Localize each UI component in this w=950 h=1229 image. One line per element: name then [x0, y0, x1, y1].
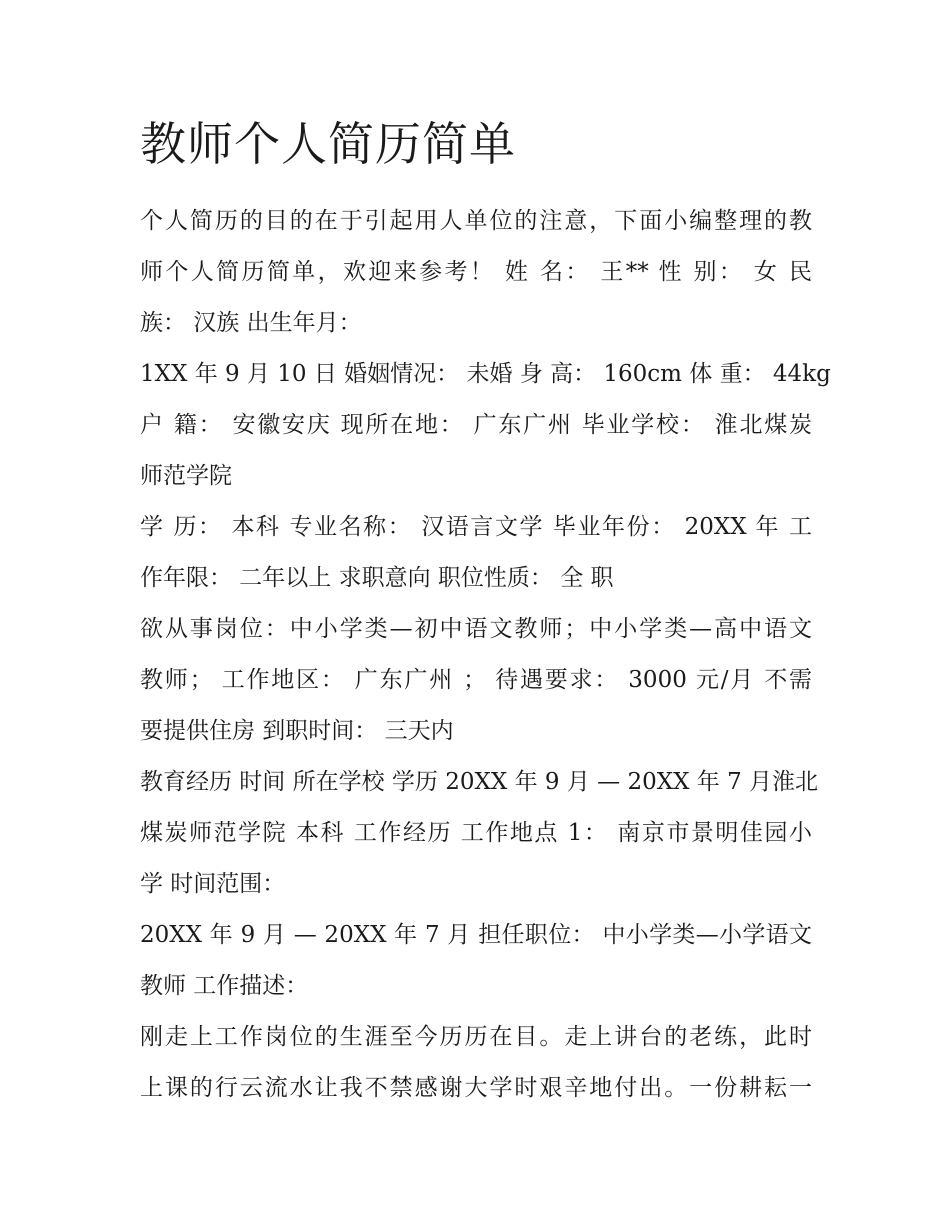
paragraph-line: 户 籍： 安徽安庆 现所在地： 广东广州 毕业学校： 淮北煤炭 — [140, 412, 812, 438]
paragraph-line: 教师 工作描述： — [140, 973, 309, 999]
paragraph-line: 教育经历 时间 所在学校 学历 20XX 年 9 月 — 20XX 年 7 月淮北 — [140, 769, 819, 795]
paragraph-line: 作年限： 二年以上 求职意向 职位性质： 全 职 — [140, 565, 614, 591]
paragraph-line: 1XX 年 9 月 10 日 婚姻情况： 未婚 身 高： 160cm 体 重： 44kg — [140, 361, 831, 387]
paragraph-line: 上课的行云流水让我不禁感谢大学时艰辛地付出。一份耕耘一 — [140, 1075, 812, 1101]
paragraph-line: 煤炭师范学院 本科 工作经历 工作地点 1： 南京市景明佳园小 — [140, 820, 812, 846]
paragraph-line: 教师； 工作地区： 广东广州 ； 待遇要求： 3000 元/月 不需 — [140, 667, 812, 693]
document-title: 教师个人简历简单 — [140, 117, 516, 171]
paragraph-line: 个人简历的目的在于引起用人单位的注意，下面小编整理的教 — [140, 208, 812, 234]
paragraph-line: 学 历： 本科 专业名称： 汉语言文学 毕业年份： 20XX 年 工 — [140, 514, 812, 540]
document-body — [140, 196, 831, 1114]
paragraph-line: 刚走上工作岗位的生涯至今历历在目。走上讲台的老练，此时 — [140, 1024, 812, 1050]
paragraph-line: 学 时间范围： — [140, 871, 286, 897]
paragraph-line: 20XX 年 9 月 — 20XX 年 7 月 担任职位： 中小学类—小学语文 — [140, 922, 813, 948]
paragraph-line: 要提供住房 到职时间： 三天内 — [140, 718, 454, 744]
paragraph-line: 欲从事岗位：中小学类—初中语文教师；中小学类—高中语文 — [140, 616, 812, 642]
paragraph-line: 师个人简历简单，欢迎来参考！ 姓 名： 王** 性 别： 女 民 — [140, 259, 812, 285]
paragraph-line: 师范学院 — [140, 463, 232, 489]
paragraph-line: 族： 汉族 出生年月： — [140, 310, 362, 336]
